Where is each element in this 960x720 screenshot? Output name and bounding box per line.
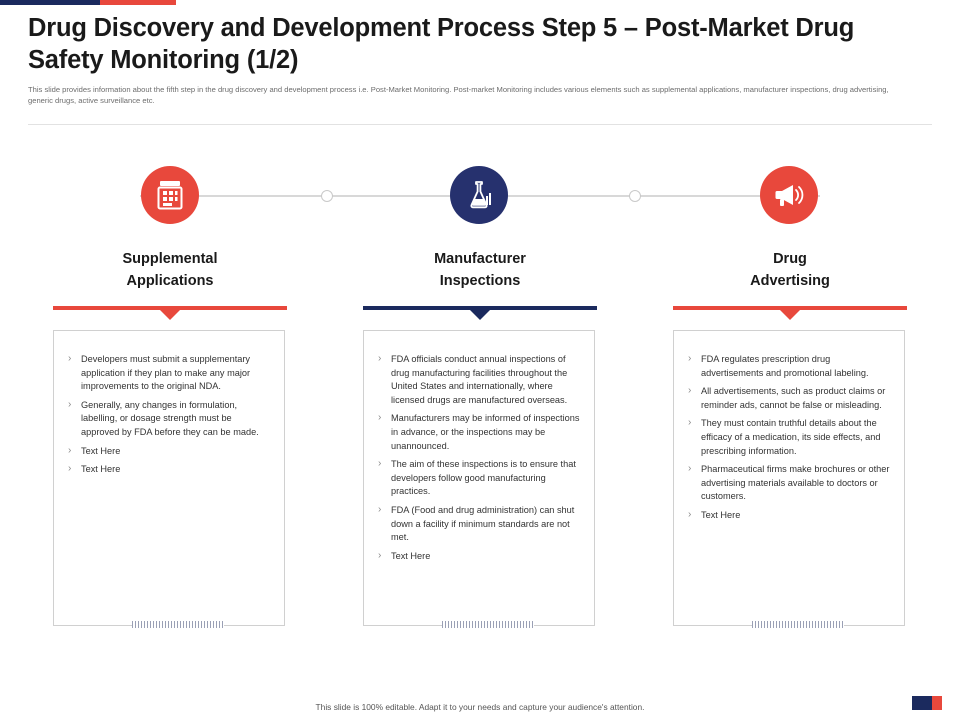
column-title-line1: Supplemental: [122, 251, 218, 267]
list-item: › They must contain truthful details about the efficacy of a medication, its side effects, and prescribing information.: [684, 417, 890, 458]
hatch-decoration: [752, 621, 844, 628]
slide-subtitle: This slide provides information about the fifth step in the drug discovery and development process i.e. Post-Market Monitoring. Post-market Monitoring includes various elements such as supplemental applications, manufacturer inspections, drug advertising, generic drugs, active surveillance etc.: [28, 85, 889, 105]
column-title: [673, 248, 907, 293]
flask-factory-icon: [450, 166, 508, 224]
column-content-box: [53, 330, 285, 626]
header-divider: [28, 124, 932, 125]
list-item: › All advertisements, such as product claims or reminder ads, cannot be false or misleading.: [684, 385, 890, 412]
accent-bar-filler: [176, 0, 960, 5]
list-item: › Text Here: [374, 550, 580, 564]
list-item: › Text Here: [684, 509, 890, 523]
footer-note: This slide is 100% editable. Adapt it to your needs and capture your audience's attention.: [315, 702, 645, 712]
column-arrow: [470, 310, 490, 320]
bullet-list: [674, 331, 904, 523]
slide-title: Drug Discovery and Development Process Step 5 – Post-Market Drug Safety Monitoring (1/2): [28, 14, 855, 75]
footer-accent-navy: [912, 696, 932, 710]
list-item: › FDA regulates prescription drug advertisements and promotional labeling.: [684, 353, 890, 380]
accent-bar-red: [100, 0, 176, 5]
timeline-node-1: [321, 190, 333, 202]
column-title-line1: Drug: [773, 251, 807, 267]
list-item: › Text Here: [64, 463, 270, 477]
list-item: › FDA (Food and drug administration) can shut down a facility if minimum standards are not met.: [374, 504, 580, 545]
bullet-list: [54, 331, 284, 477]
column-title: [53, 248, 287, 293]
column-manufacturer-inspections: [363, 248, 597, 626]
pill-bottle-icon: [141, 166, 199, 224]
column-title-line1: Manufacturer: [434, 251, 526, 267]
column-title-line2: Inspections: [439, 273, 521, 290]
list-item: › Manufacturers may be informed of inspections in advance, or the inspections may be unannounced.: [374, 412, 580, 453]
timeline-node-2: [629, 190, 641, 202]
list-item: › Developers must submit a supplementary application if they plan to make any major improvements to the original NDA.: [64, 353, 270, 394]
column-title: [363, 248, 597, 293]
column-content-box: [363, 330, 595, 626]
top-accent-bars: [0, 0, 960, 5]
hatch-decoration: [442, 621, 534, 628]
footer-accent-red: [932, 696, 942, 710]
accent-bar-navy: [0, 0, 100, 5]
column-content-box: [673, 330, 905, 626]
list-item: › Generally, any changes in formulation, labelling, or dosage strength must be approved by FDA before they can be made.: [64, 399, 270, 440]
footer-accent-block: [912, 696, 942, 710]
column-arrow: [780, 310, 800, 320]
bullet-list: [364, 331, 594, 564]
megaphone-icon: [760, 166, 818, 224]
column-supplemental-applications: [53, 248, 287, 626]
list-item: › Text Here: [64, 445, 270, 459]
column-drug-advertising: [673, 248, 907, 626]
list-item: › FDA officials conduct annual inspections of drug manufacturing facilities throughout the United States and internationally, where licensed drugs are manufactured overseas.: [374, 353, 580, 407]
column-title-line2: Advertising: [750, 273, 830, 290]
list-item: › Pharmaceutical firms make brochures or other advertising materials available to doctors or customers.: [684, 463, 890, 504]
column-title-line2: Applications: [126, 273, 214, 290]
column-arrow: [160, 310, 180, 320]
list-item: › The aim of these inspections is to ensure that developers follow good manufacturing practices.: [374, 458, 580, 499]
hatch-decoration: [132, 621, 224, 628]
